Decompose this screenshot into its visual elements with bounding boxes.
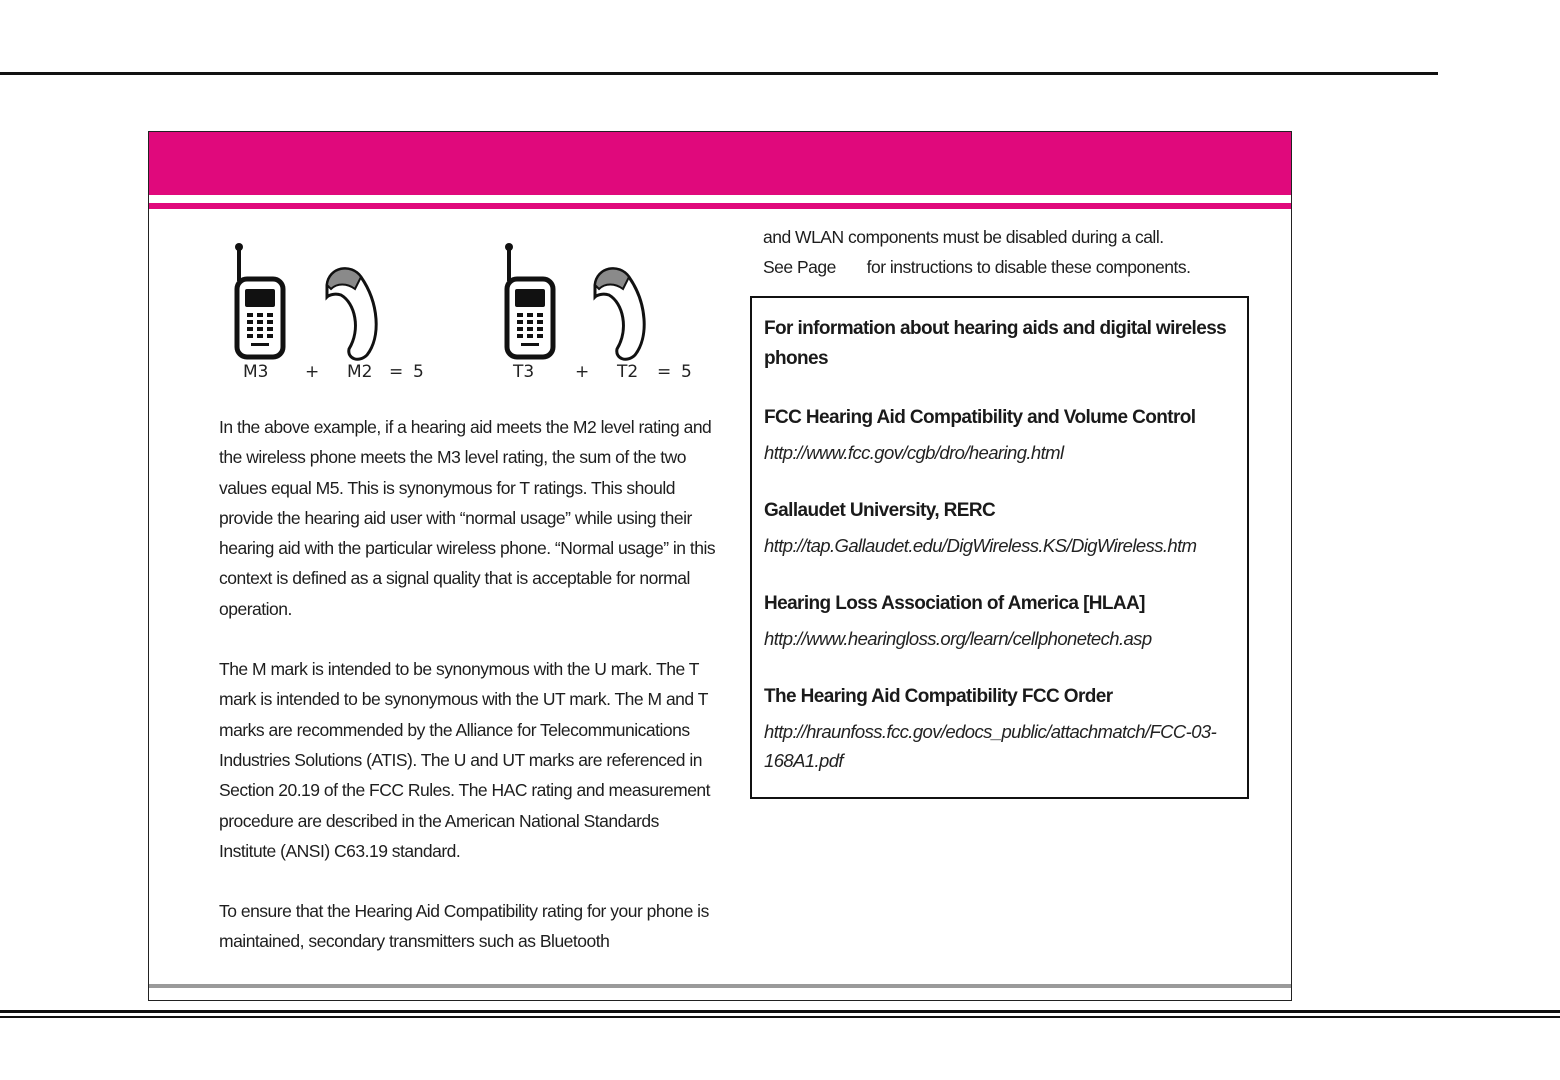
hearing-aid-icon — [595, 269, 644, 360]
continued-paragraph: and WLAN components must be disabled during a call. — [763, 227, 1164, 247]
resource-title: Hearing Loss Association of America [HLAA] — [764, 593, 1145, 614]
see-page-suffix: for instructions to disable these components. — [866, 257, 1191, 277]
rating-sum: 5 — [413, 362, 424, 382]
header-accent-line — [149, 203, 1291, 209]
header-band — [149, 132, 1291, 195]
body-paragraph: The M mark is intended to be synonymous with the U mark. The T mark is intended to be synonymous with the UT mark. The M and T marks are recommended by the Alliance for Telecommunications Industries Solutions (ATIS). The U and UT marks are referenced in Section 20.19 of the FCC Rules. The HAC rating and measurement procedure are described in the American National Standards Institute (ANSI) C63.19 standard. — [219, 659, 711, 861]
left-column-text — [219, 412, 719, 987]
resource-url-link[interactable]: http://hraunfoss.fcc.gov/edocs_public/attachmatch/FCC-03-168A1.pdf — [764, 721, 1217, 771]
plus-sign: + — [305, 362, 320, 382]
resource-title: Gallaudet University, RERC — [764, 500, 996, 521]
resource-entry — [764, 404, 1242, 467]
aid-rating-label: M2 — [347, 362, 373, 382]
phone-rating-label: M3 — [243, 362, 269, 382]
bottom-rule — [0, 1010, 1560, 1013]
resource-entry — [764, 683, 1242, 775]
rating-sum: 5 — [681, 362, 692, 382]
resource-entry — [764, 590, 1242, 653]
phone-icon — [235, 243, 283, 357]
top-rule — [0, 72, 1438, 75]
resources-box-title: For information about hearing aids and digital wireless phones — [764, 318, 1227, 369]
equals-sign: = — [657, 362, 672, 382]
phone-icon — [505, 243, 553, 357]
see-page-note — [763, 252, 1233, 282]
resource-url-link[interactable]: http://www.hearingloss.org/learn/cellphonetech.asp — [764, 628, 1152, 649]
bottom-rule — [0, 1016, 1560, 1018]
phone-rating-label: T3 — [513, 362, 535, 382]
hearing-aid-icon — [327, 269, 376, 360]
equals-sign: = — [389, 362, 404, 382]
resource-url-link[interactable]: http://tap.Gallaudet.edu/DigWireless.KS/DigWireless.htm — [764, 535, 1197, 556]
hac-rating-diagram — [229, 237, 709, 387]
resources-box — [750, 296, 1249, 799]
body-paragraph: In the above example, if a hearing aid meets the M2 level rating and the wireless phone meets the M3 level rating, the sum of the two values equal M5. This is synonymous for T ratings. This should provide the hearing aid user with “normal usage” while using their hearing aid with the particular wireless phone. “Normal usage” in this context is defined as a signal quality that is acceptable for normal operation. — [219, 417, 716, 619]
body-paragraph: To ensure that the Hearing Aid Compatibility rating for your phone is maintained, secondary transmitters such as Bluetooth — [219, 901, 709, 952]
resource-entry — [764, 497, 1242, 560]
right-column-text — [763, 222, 1233, 282]
resource-title: The Hearing Aid Compatibility FCC Order — [764, 686, 1113, 707]
plus-sign: + — [575, 362, 590, 382]
resource-url-link[interactable]: http://www.fcc.gov/cgb/dro/hearing.html — [764, 442, 1064, 463]
aid-rating-label: T2 — [617, 362, 639, 382]
resource-title: FCC Hearing Aid Compatibility and Volume Control — [764, 407, 1196, 428]
see-page-prefix: See Page — [763, 257, 836, 277]
manual-page — [148, 131, 1292, 1001]
footer-rule — [149, 984, 1291, 988]
